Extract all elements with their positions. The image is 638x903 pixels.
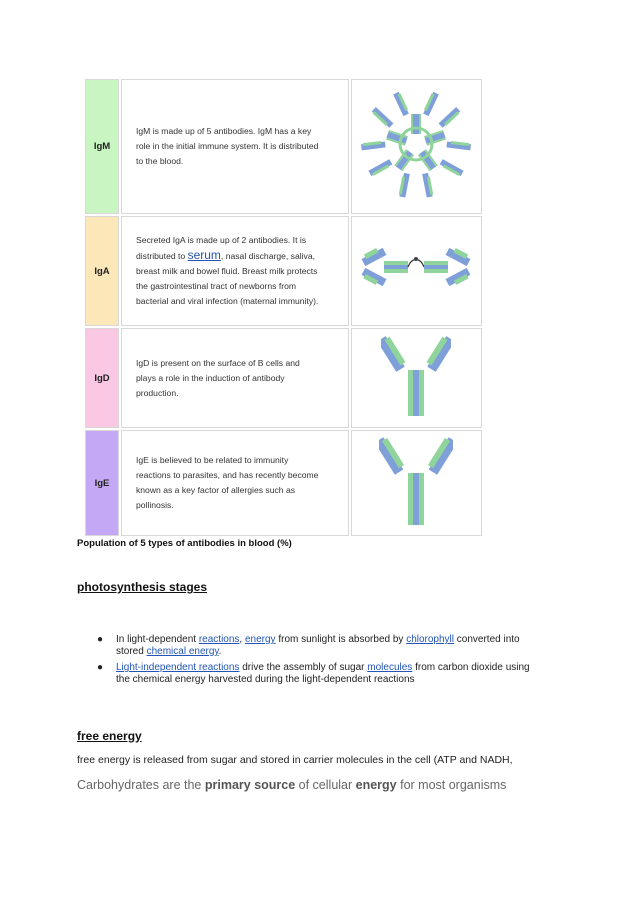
molecules-link[interactable]: molecules (367, 662, 413, 673)
desc-line: the gastrointestinal tract of newborns from (135, 281, 297, 291)
desc-line: plays a role in the induction of antibody (135, 372, 285, 383)
chemical-energy-link[interactable]: chemical energy (146, 646, 219, 657)
iga-dimer-illustration (354, 239, 478, 299)
desc-line: Secreted IgA is made up of 2 antibodies. It is (135, 235, 307, 245)
bold-text: primary source (204, 778, 296, 792)
text: from sunlight is absorbed by (275, 634, 407, 645)
text: Carbohydrates are the (77, 778, 205, 792)
list-item (95, 662, 545, 686)
desc-text: , nasal discharge, saliva, (220, 251, 316, 261)
desc-line: production. (135, 387, 179, 398)
desc-line: known as a key factor of allergies such as (135, 485, 296, 495)
bullet-icon: ● (97, 662, 104, 673)
igm-description (121, 79, 349, 214)
text: stored (116, 646, 147, 657)
free-energy-paragraph: free energy is released from sugar and stored in carrier molecules in the cell (ATP and NADH, (77, 754, 513, 766)
ige-description (121, 430, 349, 536)
text: . (218, 646, 222, 657)
desc-line (136, 248, 344, 264)
ige-antibody-illustration (379, 433, 453, 529)
table-row (85, 79, 482, 214)
light-independent-reactions-link[interactable]: Light-independent reactions (116, 662, 240, 673)
desc-line: IgM is made up of 5 antibodies. IgM has a key (135, 126, 312, 136)
text: of cellular (295, 778, 356, 792)
free-energy-heading: free energy (77, 729, 142, 743)
desc-text: distributed to (135, 251, 188, 261)
antibody-table (83, 77, 484, 538)
ige-image-cell (351, 430, 482, 536)
carbohydrates-paragraph (77, 778, 506, 792)
ige-name-cell: IgE (85, 430, 119, 536)
desc-line: role in the initial immune system. It is distributed (135, 141, 319, 151)
serum-link[interactable]: serum (187, 248, 221, 262)
iga-name-cell: IgA (85, 216, 119, 326)
energy-link[interactable]: energy (244, 634, 276, 645)
table-row (85, 328, 482, 428)
igd-image-cell (351, 328, 482, 428)
igm-name-cell: IgM (85, 79, 119, 214)
igd-description (121, 328, 349, 428)
desc-line: bacterial and viral infection (maternal immunity). (135, 296, 319, 306)
text: , (239, 634, 245, 645)
desc-line: pollinosis. (135, 500, 174, 510)
iga-image-cell (351, 216, 482, 326)
desc-line: reactions to parasites, and has recently become (135, 470, 319, 480)
text: from carbon dioxide using (412, 662, 530, 673)
igd-antibody-illustration (381, 332, 451, 420)
desc-line: breast milk and bowel fluid. Breast milk protects (135, 266, 318, 276)
photosynthesis-heading: photosynthesis stages (77, 580, 208, 594)
table-row (85, 216, 482, 326)
text: converted into (454, 634, 520, 645)
table-caption: Population of 5 types of antibodies in blood (%) (77, 538, 292, 549)
reactions-link[interactable]: reactions (198, 634, 240, 645)
photosynthesis-list (95, 634, 545, 690)
bullet-icon: ● (97, 634, 104, 645)
bold-text: energy (355, 778, 397, 792)
text: for most organisms (396, 778, 507, 792)
igm-pentamer-illustration (354, 82, 478, 207)
igd-name-cell: IgD (85, 328, 119, 428)
igm-image-cell (351, 79, 482, 214)
list-item (95, 634, 545, 658)
text: the chemical energy harvested during the light-dependent reactions (116, 674, 415, 685)
text: In light-dependent (116, 634, 199, 645)
iga-description (121, 216, 349, 326)
desc-line: IgD is present on the surface of B cells and (135, 357, 300, 368)
chlorophyll-link[interactable]: chlorophyll (406, 634, 454, 645)
desc-line: IgE is believed to be related to immunity (135, 455, 289, 465)
text: drive the assembly of sugar (239, 662, 368, 673)
table-row (85, 430, 482, 536)
desc-line: to the blood. (135, 156, 184, 166)
